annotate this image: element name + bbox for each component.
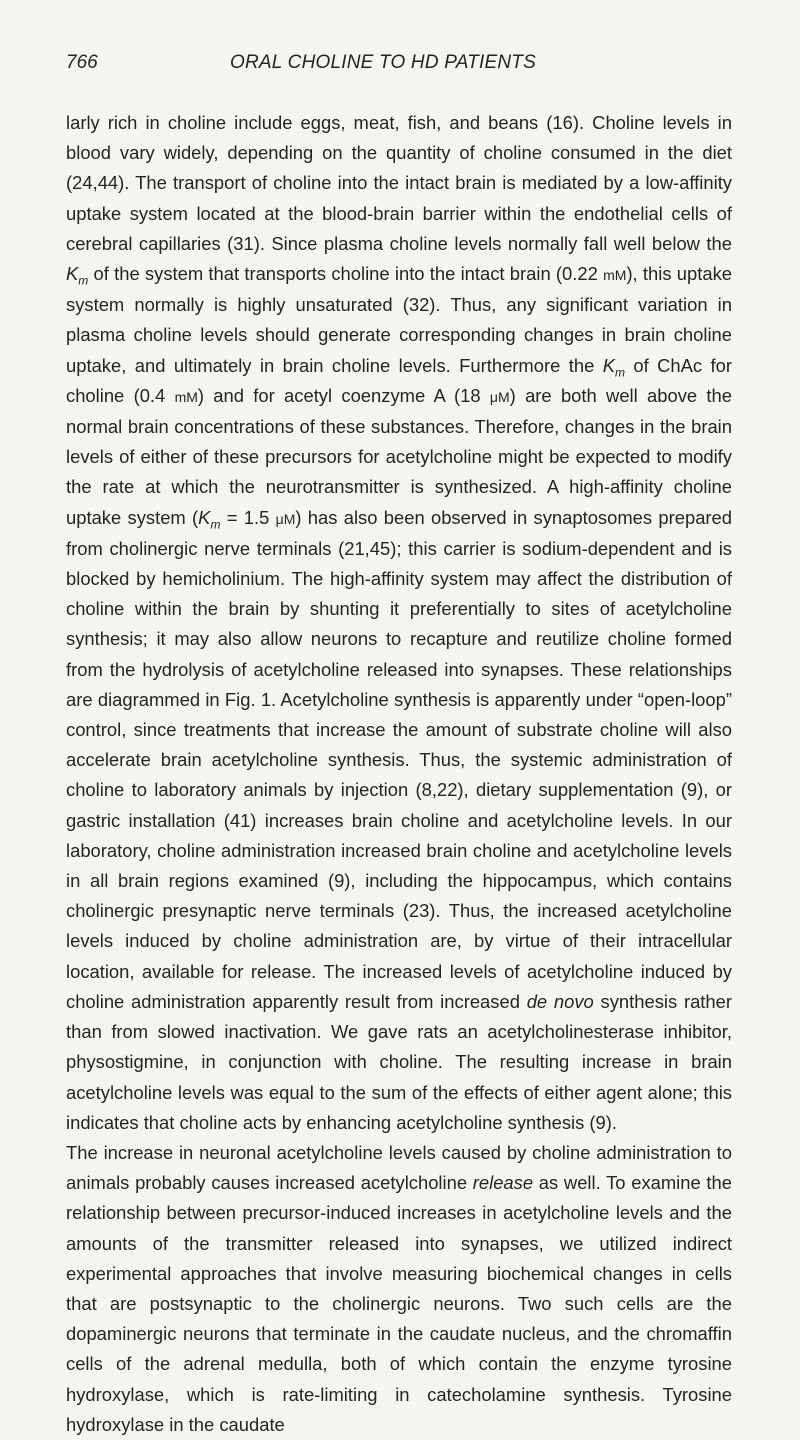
running-title: ORAL CHOLINE TO HD PATIENTS bbox=[230, 52, 536, 73]
paragraph: The increase in neuronal acetylcholine levels caused by choline administration to animals probably causes increased acetylcholine release as well. To examine the relationship between precursor-induced increases in acetylcholine levels and the amounts of the transmitter released into synapses, we utilized indirect experimental approaches that involve measuring biochemical changes in cells that are postsynaptic to the cholinergic neurons. Two such cells are the dopaminergic neurons that terminate in the caudate nucleus, and the chromaffin cells of the adrenal medulla, both of which contain the enzyme tyrosine hydroxylase, which is rate-limiting in catecholamine synthesis. Tyrosine hydroxylase in the caudate bbox=[66, 1141, 732, 1435]
page-number: 766 bbox=[66, 52, 98, 73]
body-text bbox=[66, 108, 732, 1440]
paragraph: larly rich in choline include eggs, meat, fish, and beans (16). Choline levels in blood vary widely, depending on the quantity of choline consumed in the diet (24,44). The transport of choline into the intact brain is mediated by a low-affinity uptake system located at the blood-brain barrier within the endothelial cells of cerebral capillaries (31). Since plasma choline levels normally fall well below the $K_m$ of the system that transports choline into the intact brain (0.22 mM), this uptake system normally is highly unsaturated (32). Thus, any significant variation in plasma choline levels should generate corresponding changes in brain choline uptake, and ultimately in brain choline levels. Furthermore the $K_m$ of ChAc for choline (0.4 mM) and for acetyl coenzyme A (18 μM) are both well above the normal brain concentrations of these substances. Therefore, changes in the brain levels of either of these precursors for acetylcholine might be expected to modify the rate at which the neurotransmitter is synthesized. A high-affinity choline uptake system ($K_m = 1.5$ μM) has also been observed in synaptosomes prepared from cholinergic nerve terminals (21,45); this carrier is sodium-dependent and is blocked by hemicholinium. The high-affinity system may affect the distribution of choline within the brain by shunting it preferentially to sites of acetylcholine synthesis; it may also allow neurons to recapture and reutilize choline formed from the hydrolysis of acetylcholine released into synapses. These relationships are diagrammed in Fig. 1. Acetylcholine synthesis is apparently under “open-loop” control, since treatments that increase the amount of substrate choline will also accelerate brain acetylcholine synthesis. Thus, the systemic administration of choline to laboratory animals by injection (8,22), dietary supplementation (9), or gastric installation (41) increases brain choline and acetylcholine levels. In our laboratory, choline administration increased brain choline and acetylcholine levels in all brain regions examined (9), including the hippocampus, which contains cholinergic presynaptic nerve terminals (23). Thus, the increased acetylcholine levels induced by choline administration are, by virtue of their intracellular location, available for release. The increased levels of acetylcholine induced by choline administration apparently result from increased de novo synthesis rather than from slowed inactivation. We gave rats an acetylcholinesterase inhibitor, physostigmine, in conjunction with choline. The resulting increase in brain acetylcholine levels was equal to the sum of the effects of either agent alone; this indicates that choline acts by enhancing acetylcholine synthesis (9). bbox=[66, 112, 733, 1133]
running-header bbox=[66, 52, 766, 82]
